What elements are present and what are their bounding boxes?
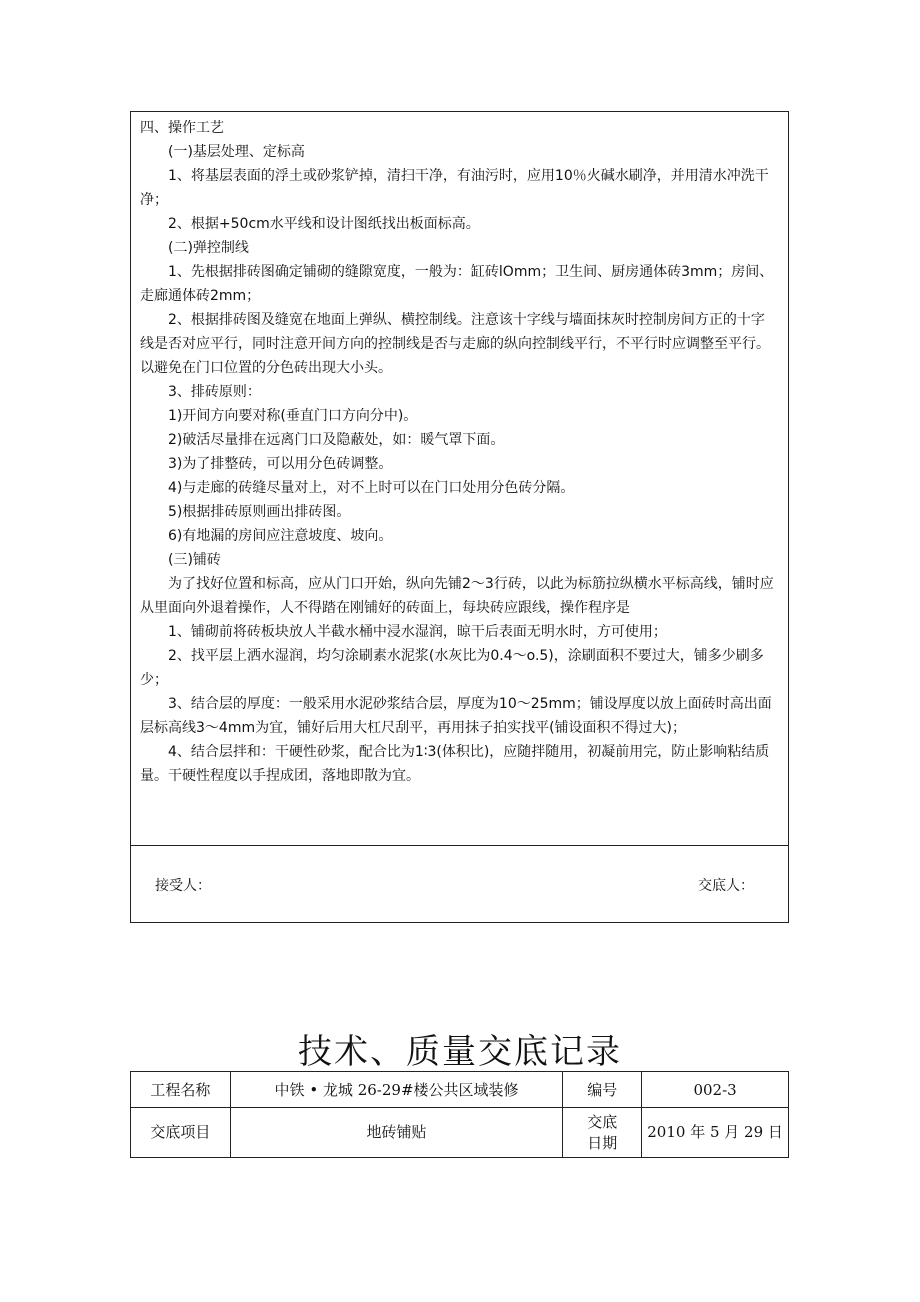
project-name-value: 中铁 • 龙城 26-29#楼公共区域装修 bbox=[230, 1072, 562, 1108]
number-label: 编号 bbox=[563, 1072, 642, 1108]
procedure-box bbox=[130, 111, 789, 923]
paragraph: 6)有地漏的房间应注意坡度、坡向。 bbox=[140, 528, 393, 544]
paragraph: (一)基层处理、定标高 bbox=[140, 144, 305, 160]
paragraph: 4)与走廊的砖缝尽量对上，对不上时可以在门口处用分色砖分隔。 bbox=[140, 480, 575, 496]
item-value: 地砖铺贴 bbox=[230, 1108, 562, 1158]
paragraph: (二)弹控制线 bbox=[140, 240, 249, 256]
paragraph: 2、根据+50cm水平线和设计图纸找出板面标高。 bbox=[140, 216, 480, 232]
paragraph: 1、将基层表面的浮土或砂浆铲掉，清扫干净，有油污时，应用10％火碱水刷净，并用清水冲洗干净； bbox=[140, 168, 769, 208]
paragraph: 3)为了排整砖，可以用分色砖调整。 bbox=[140, 456, 393, 472]
paragraph: 2)破活尽量排在远离门口及隐蔽处，如：暖气罩下面。 bbox=[140, 432, 505, 448]
paragraph: 1)开间方向要对称(垂直门口方向分中)。 bbox=[140, 408, 418, 424]
record-header-table bbox=[130, 1071, 789, 1158]
paragraph: 5)根据排砖原则画出排砖图。 bbox=[140, 504, 351, 520]
date-label bbox=[563, 1108, 642, 1158]
procedure-content bbox=[131, 112, 788, 844]
project-name-label: 工程名称 bbox=[131, 1072, 231, 1108]
signature-row bbox=[131, 845, 788, 922]
receiver-label: 接受人： bbox=[155, 878, 211, 894]
paragraph: 3、结合层的厚度：一般采用水泥砂浆结合层，厚度为10～25mm；铺设厚度以放上面砖时高出面层标高线3～4mm为宜，铺好后用大杠尺刮平，再用抹子拍实找平(铺设面积不得过大)； bbox=[140, 696, 772, 736]
paragraph: 2、找平层上洒水湿润，均匀涂刷素水泥浆(水灰比为0.4～o.5)，涂刷面积不要过大，铺多少刷多少； bbox=[140, 648, 764, 688]
paragraph: 1、铺砌前将砖板块放人半截水桶中浸水湿润，晾干后表面无明水时，方可使用； bbox=[140, 624, 667, 640]
presenter-label: 交底人： bbox=[698, 878, 754, 894]
paragraph: 1、先根据排砖图确定铺砌的缝隙宽度，一般为：缸砖lOmm；卫生间、厨房通体砖3mm；房间、走廊通体砖2mm； bbox=[140, 264, 774, 304]
paragraph: (三)铺砖 bbox=[140, 552, 221, 568]
date-label-text: 交底日期 bbox=[587, 1112, 618, 1152]
paragraph: 3、排砖原则： bbox=[140, 384, 261, 400]
document-title: 技术、质量交底记录 bbox=[298, 1032, 622, 1072]
paragraph: 为了找好位置和标高，应从门口开始，纵向先铺2～3行砖，以此为标筋拉纵横水平标高线，铺时应从里面向外退着操作，人不得踏在刚铺好的砖面上，每块砖应跟线，操作程序是 bbox=[140, 576, 774, 616]
paragraph: 4、结合层拌和：干硬性砂浆，配合比为1∶3(体积比)，应随拌随用，初凝前用完，防止影响粘结质量。干硬性程度以手捏成团，落地即散为宜。 bbox=[140, 744, 770, 784]
date-value: 2010 年 5 月 29 日 bbox=[642, 1108, 789, 1158]
number-value: 002-3 bbox=[642, 1072, 789, 1108]
section-title: 四、操作工艺 bbox=[140, 120, 224, 136]
item-label: 交底项目 bbox=[131, 1108, 231, 1158]
paragraph: 2、根据排砖图及缝宽在地面上弹纵、横控制线。注意该十字线与墙面抹灰时控制房间方正的十字线是否对应平行，同时注意开间方向的控制线是否与走廊的纵向控制线平行，不平行时应调整至平行。以避免在门口位置的分色砖出现大小头。 bbox=[140, 312, 770, 376]
